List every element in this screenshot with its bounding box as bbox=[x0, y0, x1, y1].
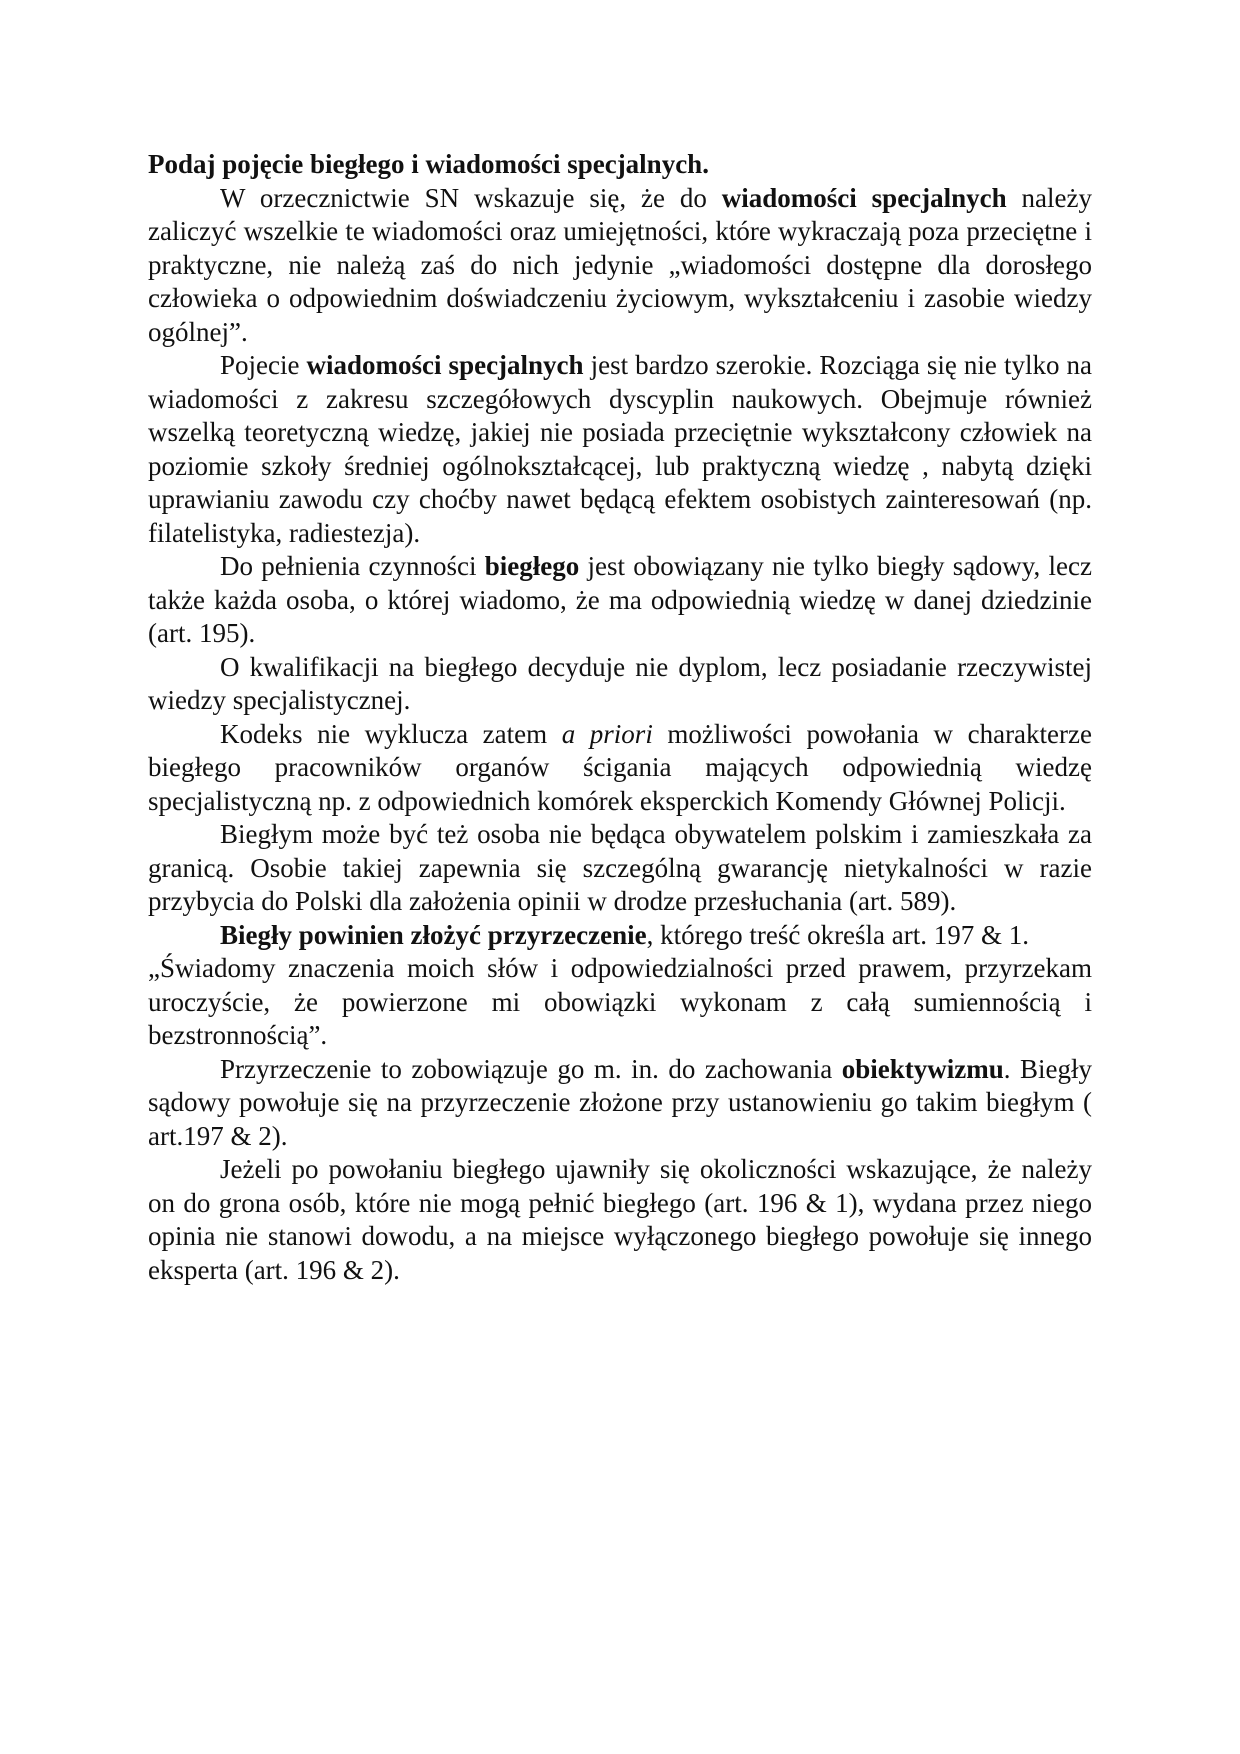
paragraph-9-bold: obiektywizmu bbox=[841, 1053, 1004, 1084]
paragraph-5 bbox=[148, 718, 1092, 819]
oath-quote bbox=[148, 952, 1092, 1053]
paragraph-10-text-a: Jeżeli po powołaniu biegłego ujawniły się okoliczności wskazujące, że należy on do grona osób, które nie mogą pełnić biegłego (art. 196 & 1), wydana przez niego opinia nie stanowi dowodu, a na miejsce wyłączonego biegłego powołuje się innego eksperta (art. 196 & 2). bbox=[148, 1154, 1092, 1285]
paragraph-6 bbox=[148, 818, 1092, 919]
paragraph-9-text-a: Przyrzeczenie to zobowiązuje go m. in. do zachowania bbox=[220, 1053, 842, 1084]
paragraph-3 bbox=[148, 550, 1092, 651]
document-title: Podaj pojęcie biegłego i wiadomości specjalnych. bbox=[148, 149, 709, 179]
paragraph-1-text-a: W orzecznictwie SN wskazuje się, że do bbox=[220, 182, 722, 213]
paragraph-1-bold: wiadomości specjalnych bbox=[721, 182, 1007, 213]
paragraph-2 bbox=[148, 349, 1092, 550]
paragraph-3-text-c: jest obowiązany nie tylko biegły sądowy, lecz także każda osoba, o której wiadomo, że ma odpowiednią wiedzę w danej dziedzinie (art. 195). bbox=[148, 551, 1092, 648]
paragraph-1 bbox=[148, 182, 1092, 350]
paragraph-9 bbox=[148, 1053, 1092, 1154]
paragraph-6-text-a: Biegłym może być też osoba nie będąca obywatelem polskim i zamieszkała za granicą. Osobie takiej zapewnia się szczególną gwarancję nietykalności w razie przybycia do Polski dla założenia opinii w drodze przesłuchania (art. 589). bbox=[148, 819, 1092, 916]
paragraph-4 bbox=[148, 651, 1092, 718]
paragraph-2-text-c: jest bardzo szerokie. Rozciąga się nie tylko na wiadomości z zakresu szczegółowych dyscyplin naukowych. Obejmuje również wszelką teoretyczną wiedzę, jakiej nie posiada przeciętnie wykształcony człowiek na poziomie szkoły średniej ogólnokształcącej, lub praktyczną wiedzę , nabytą dzięki uprawianiu zawodu czy choćby nawet będącą efektem osobistych zainteresowań (np. filatelistyka, radiestezja). bbox=[148, 350, 1092, 548]
paragraph-3-bold: biegłego bbox=[484, 551, 580, 581]
paragraph-10 bbox=[148, 1153, 1092, 1287]
document-page bbox=[148, 148, 1092, 1287]
paragraph-2-bold: wiadomości specjalnych bbox=[306, 350, 584, 380]
paragraph-7-text-b: , którego treść określa art. 197 & 1. bbox=[646, 919, 1030, 950]
paragraph-9-text-c: . Biegły sądowy powołuje się na przyrzeczenie złożone przy ustanowieniu go takim biegłym ( art.197 & 2). bbox=[148, 1053, 1092, 1151]
paragraph-2-text-a: Pojecie bbox=[220, 350, 307, 380]
paragraph-4-text-a: O kwalifikacji na biegłego decyduje nie dyplom, lecz posiadanie rzeczywistej wiedzy specjalistycznej. bbox=[148, 651, 1092, 715]
paragraph-7-bold: Biegły powinien złożyć przyrzeczenie bbox=[220, 919, 647, 950]
paragraph-7 bbox=[148, 919, 1092, 953]
paragraph-1-text-c: należy zaliczyć wszelkie te wiadomości oraz umiejętności, które wykraczają poza przeciętne i praktyczne, nie należą zaś do nich jedynie „wiadomości dostępne dla dorosłego człowieka o odpowiednim doświadczeniu życiowym, wykształceniu i zasobie wiedzy ogólnej”. bbox=[148, 182, 1093, 347]
oath-quote-text: „Świadomy znaczenia moich słów i odpowiedzialności przed prawem, przyrzekam uroczyście, że powierzone mi obowiązki wykonam z całą sumiennością i bezstronnością”. bbox=[148, 953, 1092, 1050]
paragraph-5-text-c: możliwości powołania w charakterze biegłego pracowników organów ścigania mających odpowiednią wiedzę specjalistyczną np. z odpowiednich komórek eksperckich Komendy Głównej Policji. bbox=[148, 718, 1092, 816]
paragraph-3-text-a: Do pełnienia czynności bbox=[220, 551, 485, 581]
paragraph-5-text-a: Kodeks nie wyklucza zatem bbox=[220, 718, 562, 749]
paragraph-5-italic: a priori bbox=[561, 718, 653, 749]
